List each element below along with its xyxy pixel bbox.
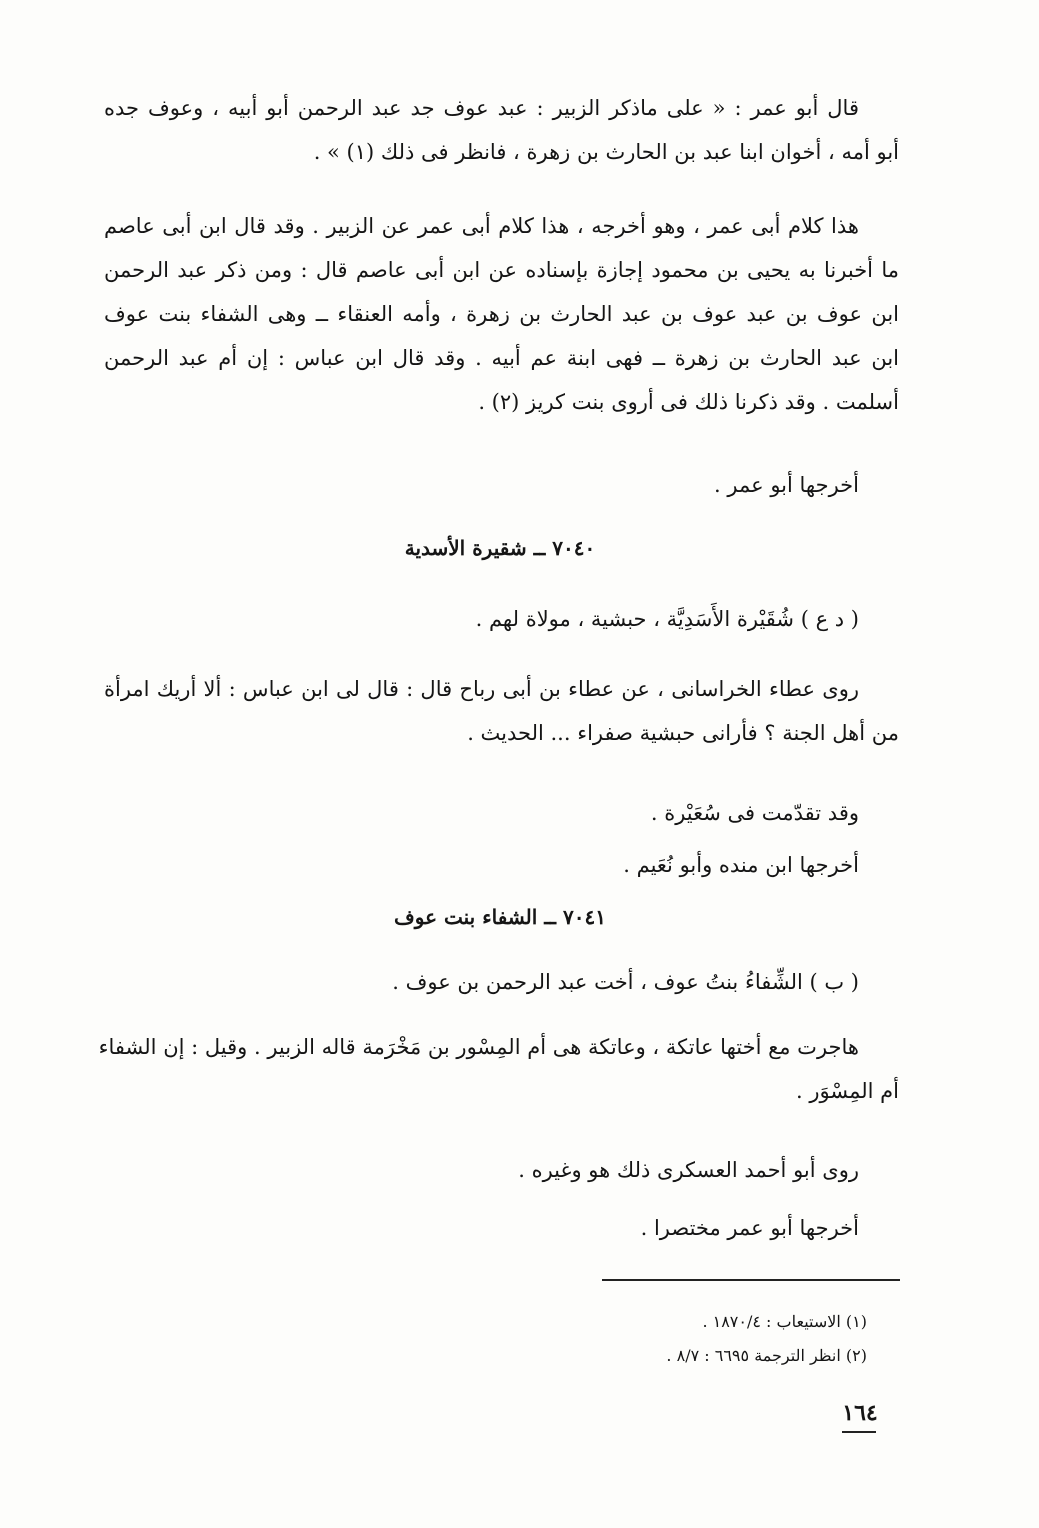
page-number-underline [842,1431,876,1433]
text-line: أخرجها ابن منده وأبو نُعَيم . [623,853,859,877]
text-line: قال أبو عمر : « على ماذكر الزبير : عبد عوف جد عبد الرحمن أبو أبيه ، وعوف جده [104,96,859,120]
footnote-2: (٢) انظر الترجمة ٦٦٩٥ : ٨/٧ . [666,1346,867,1365]
paragraph-2 [104,204,899,424]
text-line: هاجرت مع أختها عاتكة ، وعاتكة هى أم المِسْور بن مَخْرَمة قاله الزبير . وقيل : إن الشفاء [98,1035,859,1059]
text-line: أبو أمه ، أخوان ابنا عبد بن الحارث بن زهرة ، فانظر فى ذلك (١) » . [313,140,899,164]
text-line: ما أخبرنا به يحيى بن محمود إجازة بإسناده عن ابن أبى عاصم قال : ومن ذكر عبد الرحمن [104,258,899,282]
text-line: روى عطاء الخراسانى ، عن عطاء بن أبى رباح قال : قال لى ابن عباس : ألا أريك امرأة [104,677,859,701]
text-line: ابن عوف بن عبد عوف بن عبد الحارث بن زهرة ، وأمه العنقاء ــ وهى الشفاء بنت عوف [104,302,899,326]
text-line: أسلمت . وقد ذكرنا ذلك فى أروى بنت كريز (٢) . [478,390,899,414]
entry-heading-7040: ٧٠٤٠ ــ شقيرة الأسدية [404,536,596,560]
entry-heading-7041: ٧٠٤١ ــ الشفاء بنت عوف [394,905,606,929]
entry-7041-notes [104,1141,899,1257]
paragraph-1 [104,86,899,174]
text-line: ابن عبد الحارث بن زهرة ــ فهى ابنة عم أبيه . وقد قال ابن عباس : إن أم عبد الرحمن [104,346,899,370]
entry-7041-body [98,1025,899,1113]
text-line: وقد تقدّمت فى سُعَيْرة . [650,801,859,825]
text-line: أخرجها أبو عمر . [714,473,859,497]
text-line: أم المِسْوَر . [796,1079,899,1103]
page-number: ١٦٤ [842,1400,878,1426]
text-line: روى أبو أحمد العسكرى ذلك هو وغيره . [518,1158,859,1182]
text-line: ( ب ) الشِّفاءُ بنتُ عوف ، أخت عبد الرحمن بن عوف . [392,970,859,994]
text-line: أخرجها أبو عمر مختصرا . [640,1216,859,1240]
text-line: هذا كلام أبى عمر ، وهو أخرجه ، هذا كلام أبى عمر عن الزبير . وقد قال ابن أبى عاصم [104,214,859,238]
footnote-rule [602,1279,900,1281]
entry-7040-notes [104,787,899,891]
entry-7041-intro [104,960,899,1004]
footnote-1: (١) الاستيعاب : ١٨٧٠/٤ . [702,1312,867,1331]
entry-7040-intro [104,597,899,641]
text-line: ( د ع ) شُقَيْرة الأَسَدِيَّة ، حبشية ، مولاة لهم . [475,607,859,631]
text-line: من أهل الجنة ؟ فأرانى حبشية صفراء ... الحديث . [467,721,899,745]
paragraph-3 [104,463,899,507]
entry-7040-body [104,667,899,755]
